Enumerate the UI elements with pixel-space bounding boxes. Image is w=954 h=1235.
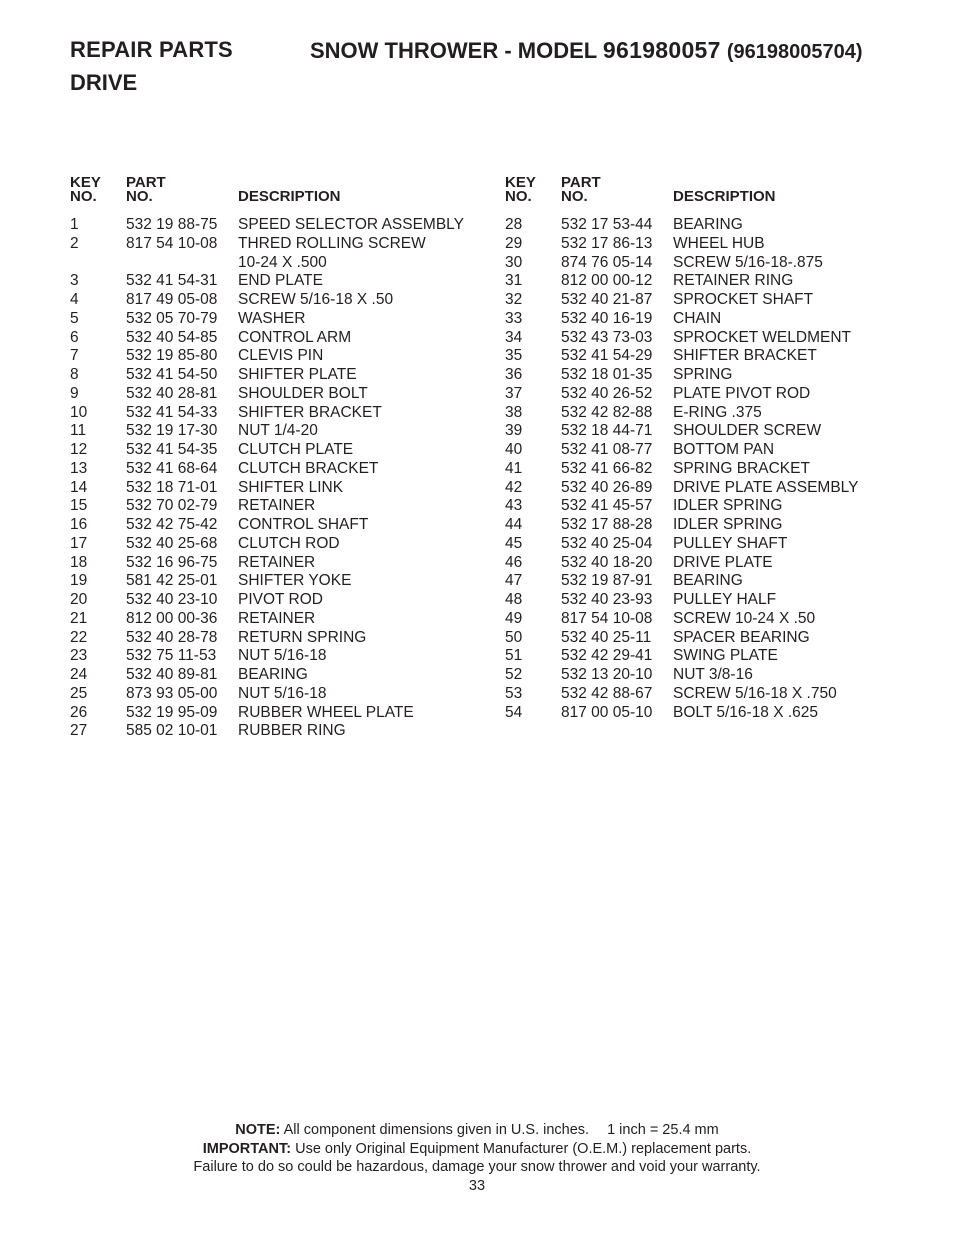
part-number: 532 18 44-71 <box>561 422 653 440</box>
part-description: SHIFTER PLATE <box>238 366 357 383</box>
key-number: 10 <box>70 403 88 421</box>
table-row <box>70 347 490 366</box>
part-number: 532 41 54-50 <box>126 366 218 383</box>
part-description: PLATE PIVOT ROD <box>673 384 811 402</box>
key-number: 11 <box>70 422 87 440</box>
key-number: 3 <box>70 272 79 290</box>
part-description: THRED ROLLING SCREW <box>238 234 426 252</box>
part-description: SHOULDER BOLT <box>238 384 368 402</box>
key-number: 23 <box>70 647 88 665</box>
model-prefix: SNOW THROWER - MODEL <box>310 38 597 63</box>
table-row <box>505 422 925 441</box>
key-number: 31 <box>505 272 523 290</box>
warning-line: Failure to do so could be hazardous, damage your snow thrower and void your warranty. <box>193 1159 761 1175</box>
table-header <box>70 176 490 216</box>
table-row <box>505 704 925 723</box>
part-number: 532 41 54-31 <box>126 272 218 290</box>
table-row <box>505 610 925 629</box>
key-number: 49 <box>505 609 523 627</box>
part-description: RETURN SPRING <box>238 628 367 646</box>
key-number: 52 <box>505 666 523 683</box>
part-header-line1: PART <box>561 174 601 191</box>
parts-rows-left <box>70 216 490 741</box>
part-number: 532 75 11-53 <box>126 647 217 665</box>
part-number: 532 40 25-04 <box>561 534 653 552</box>
key-number: 42 <box>505 478 523 496</box>
key-number: 20 <box>70 591 88 608</box>
table-row <box>505 385 925 404</box>
key-number: 15 <box>70 497 88 515</box>
footer-notes <box>0 1121 954 1195</box>
table-row <box>505 235 925 254</box>
part-number: 532 19 95-09 <box>126 703 218 721</box>
key-number: 14 <box>70 478 88 496</box>
table-row <box>505 479 925 498</box>
part-description: NUT 5/16-18 <box>238 684 327 702</box>
table-row <box>505 516 925 535</box>
table-row <box>70 497 490 516</box>
part-number: 817 00 05-10 <box>561 703 653 721</box>
key-number: 13 <box>70 459 88 477</box>
part-description: SHIFTER YOKE <box>238 572 352 590</box>
part-number: 532 41 54-29 <box>561 347 653 365</box>
part-description: DRIVE PLATE ASSEMBLY <box>673 478 859 496</box>
part-number: 532 40 23-93 <box>561 591 653 608</box>
table-row <box>505 535 925 554</box>
key-number: 28 <box>505 216 523 233</box>
table-row <box>70 516 490 535</box>
key-number: 43 <box>505 497 523 515</box>
part-number: 532 70 02-79 <box>126 497 218 515</box>
table-row <box>505 441 925 460</box>
part-description: SHIFTER LINK <box>238 478 344 496</box>
note-label: NOTE: <box>235 1122 281 1138</box>
table-row <box>505 254 925 273</box>
part-number: 874 76 05-14 <box>561 253 653 271</box>
part-number: 532 05 70-79 <box>126 309 218 327</box>
part-description: E-RING .375 <box>673 403 762 421</box>
note-line <box>0 1121 954 1140</box>
part-number: 532 17 86-13 <box>561 234 653 252</box>
part-description: PULLEY HALF <box>673 591 777 608</box>
key-number: 41 <box>505 459 523 477</box>
key-header-line1: KEY <box>505 174 536 191</box>
key-number: 4 <box>70 291 79 308</box>
part-number: 532 40 26-89 <box>561 478 653 496</box>
part-description: IDLER SPRING <box>673 516 783 533</box>
key-number: 7 <box>70 347 79 365</box>
part-number: 532 42 75-42 <box>126 516 218 533</box>
part-description: SPROCKET SHAFT <box>673 291 814 308</box>
part-description: RETAINER <box>238 553 316 571</box>
part-number: 532 19 88-75 <box>126 216 218 233</box>
part-description: IDLER SPRING <box>673 497 783 515</box>
key-no-header <box>505 176 555 204</box>
table-row <box>70 685 490 704</box>
description-header: DESCRIPTION <box>238 188 341 205</box>
table-row <box>505 329 925 348</box>
part-number: 532 41 54-35 <box>126 441 218 458</box>
part-description: SWING PLATE <box>673 647 778 665</box>
key-number: 9 <box>70 384 79 402</box>
page-number: 33 <box>468 1177 486 1194</box>
important-label: IMPORTANT: <box>202 1140 292 1157</box>
key-header-line2: NO. <box>70 188 97 205</box>
table-row <box>505 554 925 573</box>
part-number: 812 00 00-36 <box>126 609 218 627</box>
table-row <box>70 666 490 685</box>
part-description: CLEVIS PIN <box>238 347 324 365</box>
part-number: 532 17 53-44 <box>561 216 653 233</box>
key-number: 25 <box>70 684 88 702</box>
part-number: 532 40 18-20 <box>561 553 653 571</box>
important-line <box>0 1140 954 1159</box>
table-row <box>70 272 490 291</box>
part-description: WHEEL HUB <box>673 234 765 252</box>
key-number: 40 <box>505 441 523 458</box>
part-description: RUBBER WHEEL PLATE <box>238 703 414 721</box>
key-no-header <box>70 176 120 204</box>
part-number: 532 40 26-52 <box>561 384 653 402</box>
key-number: 21 <box>70 609 88 627</box>
part-description: NUT 3/8-16 <box>673 666 753 683</box>
key-number: 19 <box>70 572 88 590</box>
parts-table-left <box>70 176 490 741</box>
part-number: 532 41 68-64 <box>126 459 218 477</box>
table-row <box>505 666 925 685</box>
table-row <box>505 572 925 591</box>
table-row <box>505 347 925 366</box>
part-number: 532 41 08-77 <box>561 441 653 458</box>
key-number: 44 <box>505 516 523 533</box>
key-number: 34 <box>505 328 523 346</box>
part-number: 817 49 05-08 <box>126 291 218 308</box>
part-no-header <box>126 176 226 204</box>
part-number: 532 19 85-80 <box>126 347 218 365</box>
model-alt-number: (96198005704) <box>726 41 863 63</box>
part-number: 532 41 45-57 <box>561 497 653 515</box>
table-row <box>70 404 490 423</box>
part-description: CLUTCH BRACKET <box>238 459 379 477</box>
table-row <box>70 629 490 648</box>
part-number: 532 40 16-19 <box>561 309 653 327</box>
key-number: 8 <box>70 366 79 383</box>
key-number: 37 <box>505 384 523 402</box>
parts-table-right <box>505 176 925 722</box>
table-row <box>70 422 490 441</box>
part-number: 532 41 66-82 <box>561 459 653 477</box>
part-number: 532 40 25-11 <box>561 628 652 646</box>
part-description: PULLEY SHAFT <box>673 534 788 552</box>
key-number: 24 <box>70 666 88 683</box>
table-row <box>505 629 925 648</box>
key-number: 50 <box>505 628 523 646</box>
page-title: REPAIR PARTS <box>70 37 233 62</box>
key-header-line2: NO. <box>505 188 532 205</box>
model-number: 961980057 <box>602 37 721 63</box>
part-description: WASHER <box>238 309 306 327</box>
part-number: 532 19 87-91 <box>561 572 653 590</box>
part-number: 532 40 89-81 <box>126 666 218 683</box>
part-description: CONTROL ARM <box>238 328 352 346</box>
key-number: 33 <box>505 309 523 327</box>
part-description: SPROCKET WELDMENT <box>673 328 851 346</box>
part-description: BOTTOM PAN <box>673 441 775 458</box>
table-row <box>70 441 490 460</box>
key-number: 6 <box>70 328 79 346</box>
table-row <box>70 535 490 554</box>
part-number: 532 18 71-01 <box>126 478 218 496</box>
section-title: DRIVE <box>70 70 138 95</box>
key-number: 51 <box>505 647 523 665</box>
table-row <box>70 216 490 235</box>
part-description: SCREW 10-24 X .50 <box>673 609 816 627</box>
parts-rows-right <box>505 216 925 722</box>
part-number: 873 93 05-00 <box>126 684 218 702</box>
part-description: SPRING BRACKET <box>673 459 810 477</box>
table-row <box>70 722 490 741</box>
key-number: 35 <box>505 347 523 365</box>
table-row <box>505 291 925 310</box>
part-number: 532 13 20-10 <box>561 666 653 683</box>
part-number: 532 40 25-68 <box>126 534 218 552</box>
table-row <box>70 554 490 573</box>
table-row <box>70 366 490 385</box>
key-header-line1: KEY <box>70 174 101 191</box>
key-number: 30 <box>505 253 523 271</box>
key-number: 39 <box>505 422 523 440</box>
table-row <box>70 610 490 629</box>
part-description: BOLT 5/16-18 X .625 <box>673 703 819 721</box>
part-description: SCREW 5/16-18 X .50 <box>238 291 394 308</box>
key-number: 53 <box>505 684 523 702</box>
table-row <box>70 291 490 310</box>
key-number: 47 <box>505 572 523 590</box>
table-row <box>70 329 490 348</box>
key-number: 12 <box>70 441 88 458</box>
key-number: 22 <box>70 628 88 646</box>
part-description: SHIFTER BRACKET <box>238 403 382 421</box>
table-row <box>505 647 925 666</box>
part-description: SCREW 5/16-18-.875 <box>673 253 823 271</box>
key-number: 17 <box>70 534 88 552</box>
part-header-line2: NO. <box>561 188 588 205</box>
part-number: 585 02 10-01 <box>126 722 218 740</box>
table-row <box>70 647 490 666</box>
part-number: 532 16 96-75 <box>126 553 218 571</box>
key-number: 1 <box>70 216 79 233</box>
key-number: 36 <box>505 366 523 383</box>
important-text: Use only Original Equipment Manufacturer (O.E.M.) replacement parts. <box>295 1140 752 1157</box>
note-text: All component dimensions given in U.S. inches. <box>283 1122 590 1138</box>
key-number: 46 <box>505 553 523 571</box>
table-row <box>505 591 925 610</box>
model-heading <box>310 37 863 64</box>
part-description: RETAINER <box>238 609 316 627</box>
part-description: DRIVE PLATE <box>673 553 773 571</box>
key-number: 5 <box>70 309 79 327</box>
conversion-text: 1 inch = 25.4 mm <box>607 1122 719 1138</box>
table-row <box>70 704 490 723</box>
part-description: NUT 5/16-18 <box>238 647 327 665</box>
part-number: 532 40 21-87 <box>561 291 653 308</box>
part-description: SPRING <box>673 366 733 383</box>
key-number: 32 <box>505 291 523 308</box>
table-row <box>70 591 490 610</box>
part-number: 532 42 82-88 <box>561 403 653 421</box>
part-description: SCREW 5/16-18 X .750 <box>673 684 837 702</box>
part-number: 817 54 10-08 <box>561 609 653 627</box>
part-description: SHOULDER SCREW <box>673 422 822 440</box>
table-row <box>70 572 490 591</box>
part-description: BEARING <box>673 572 743 590</box>
part-number: 532 40 28-78 <box>126 628 218 646</box>
key-number: 27 <box>70 722 88 740</box>
part-description: 10-24 X .500 <box>238 253 327 271</box>
part-number: 532 42 29-41 <box>561 647 653 665</box>
part-description: RETAINER <box>238 497 316 515</box>
part-description: RETAINER RING <box>673 272 794 290</box>
part-number: 532 41 54-33 <box>126 403 218 421</box>
part-description: SPACER BEARING <box>673 628 810 646</box>
part-description: CLUTCH PLATE <box>238 441 354 458</box>
part-description: END PLATE <box>238 272 323 290</box>
key-number: 45 <box>505 534 523 552</box>
key-number: 18 <box>70 553 88 571</box>
part-number: 812 00 00-12 <box>561 272 653 290</box>
part-description: CONTROL SHAFT <box>238 516 369 533</box>
part-description: BEARING <box>238 666 308 683</box>
table-row <box>70 254 490 273</box>
table-row <box>505 216 925 235</box>
table-row <box>505 310 925 329</box>
part-no-header <box>561 176 661 204</box>
key-number: 54 <box>505 703 523 721</box>
part-number: 532 19 17-30 <box>126 422 218 440</box>
part-number: 817 54 10-08 <box>126 234 218 252</box>
key-number: 16 <box>70 516 88 533</box>
part-number: 532 43 73-03 <box>561 328 653 346</box>
part-description: SHIFTER BRACKET <box>673 347 817 365</box>
part-number: 532 18 01-35 <box>561 366 653 383</box>
part-description: NUT 1/4-20 <box>238 422 318 440</box>
table-row <box>505 685 925 704</box>
part-header-line2: NO. <box>126 188 153 205</box>
part-description: BEARING <box>673 216 743 233</box>
table-row <box>505 272 925 291</box>
table-row <box>505 460 925 479</box>
part-description: CHAIN <box>673 309 722 327</box>
key-number: 26 <box>70 703 88 721</box>
table-row <box>70 460 490 479</box>
part-number: 581 42 25-01 <box>126 572 218 590</box>
key-number: 38 <box>505 403 523 421</box>
part-number: 532 40 23-10 <box>126 591 218 608</box>
table-row <box>505 404 925 423</box>
part-description: PIVOT ROD <box>238 591 323 608</box>
part-description: CLUTCH ROD <box>238 534 340 552</box>
key-number: 29 <box>505 234 523 252</box>
table-row <box>70 385 490 404</box>
key-number: 2 <box>70 234 79 252</box>
part-number: 532 40 54-85 <box>126 328 218 346</box>
table-row <box>505 366 925 385</box>
key-number: 48 <box>505 591 523 608</box>
table-header <box>505 176 925 216</box>
description-header: DESCRIPTION <box>673 188 776 205</box>
part-header-line1: PART <box>126 174 166 191</box>
part-number: 532 17 88-28 <box>561 516 653 533</box>
part-description: SPEED SELECTOR ASSEMBLY <box>238 216 464 233</box>
table-row <box>70 235 490 254</box>
part-number: 532 40 28-81 <box>126 384 218 402</box>
part-number: 532 42 88-67 <box>561 684 653 702</box>
table-row <box>505 497 925 516</box>
table-row <box>70 310 490 329</box>
table-row <box>70 479 490 498</box>
part-description: RUBBER RING <box>238 722 346 740</box>
